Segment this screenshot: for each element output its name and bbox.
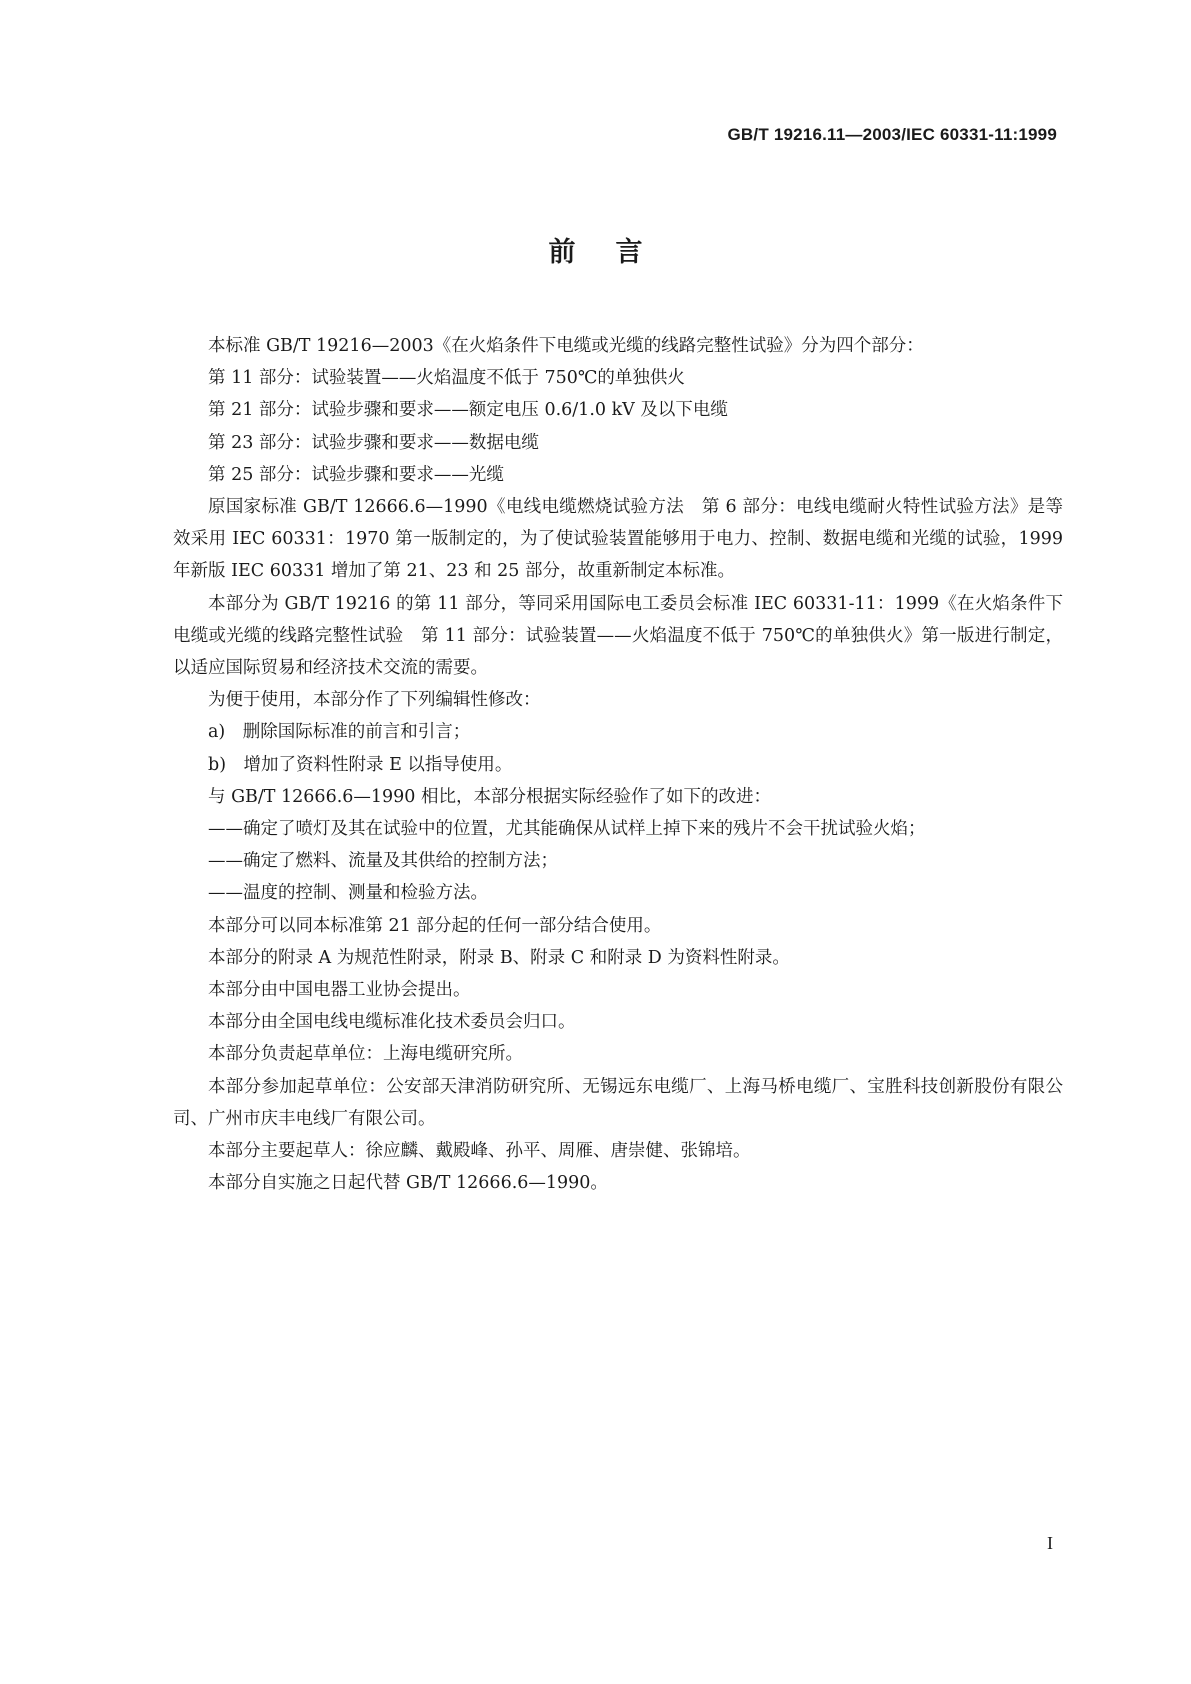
paragraph-intro: 本标准 GB/T 19216—2003《在火焰条件下电缆或光缆的线路完整性试验》分为四个部分： [208,336,924,356]
paragraph-history: 原国家标准 GB/T 12666.6—1990《电线电缆燃烧试验方法 第 6 部分：电线电缆耐火特性试验方法》是等效采用 IEC 60331：1970 第一版制定的，为了使试验装置能够用于电力、控制、数据电缆和光缆的试验，1999 年新版 IEC 60331 增加了第 21、23 和 25 部分，故重新制定本标准。 [173,497,1063,582]
standard-code-header: GB/T 19216.11—2003/IEC 60331-11:1999 [727,125,1057,144]
paragraph-part-21: 第 21 部分：试验步骤和要求——额定电压 0.6/1.0 kV 及以下电缆 [208,400,728,421]
paragraph-under-jurisdiction: 本部分由全国电线电缆标准化技术委员会归口。 [208,1012,576,1033]
paragraph-part-25: 第 25 部分：试验步骤和要求——光缆 [208,464,504,485]
paragraph-edit-intro: 为便于使用，本部分作了下列编辑性修改： [208,690,541,711]
list-item-dash-3: ——温度的控制、测量和检验方法。 [208,883,488,904]
paragraph-combination: 本部分可以同本标准第 21 部分起的任何一部分结合使用。 [208,915,662,936]
paragraph-part-11: 第 11 部分：试验装置——火焰温度不低于 750℃的单独供火 [208,368,685,389]
foreword-body [173,330,1063,1199]
paragraph-comparison: 与 GB/T 12666.6—1990 相比，本部分根据实际经验作了如下的改进： [208,786,771,807]
paragraph-adoption: 本部分为 GB/T 19216 的第 11 部分，等同采用国际电工委员会标准 IEC 60331-11：1999《在火焰条件下电缆或光缆的线路完整性试验 第 11 部分：试验装置——火焰温度不低于 750℃的单独供火》第一版进行制定，以适应国际贸易和经济技术交流的需要。 [173,593,1063,679]
paragraph-part-23: 第 23 部分：试验步骤和要求——数据电缆 [208,432,539,453]
paragraph-drafters: 本部分主要起草人：徐应麟、戴殿峰、孙平、周雁、唐崇健、张锦培。 [208,1141,751,1162]
page-title: 前言 [548,237,683,268]
paragraph-annexes: 本部分的附录 A 为规范性附录，附录 B、附录 C 和附录 D 为资料性附录。 [208,947,790,968]
list-item-a: a) 删除国际标准的前言和引言； [208,722,471,743]
list-item-dash-1: ——确定了喷灯及其在试验中的位置，尤其能确保从试样上掉下来的残片不会干扰试验火焰； [208,819,926,840]
paragraph-replaces: 本部分自实施之日起代替 GB/T 12666.6—1990。 [208,1173,608,1194]
paragraph-proposed-by: 本部分由中国电器工业协会提出。 [208,980,471,1001]
page-number: I [1047,1533,1053,1553]
paragraph-drafting-unit: 本部分负责起草单位：上海电缆研究所。 [208,1044,523,1065]
list-item-b: b) 增加了资料性附录 E 以指导使用。 [208,754,513,775]
list-item-dash-2: ——确定了燃料、流量及其供给的控制方法； [208,851,558,872]
paragraph-participating-units: 本部分参加起草单位：公安部天津消防研究所、无锡远东电缆厂、上海马桥电缆厂、宝胜科技创新股份有限公司、广州市庆丰电线厂有限公司。 [173,1076,1063,1129]
